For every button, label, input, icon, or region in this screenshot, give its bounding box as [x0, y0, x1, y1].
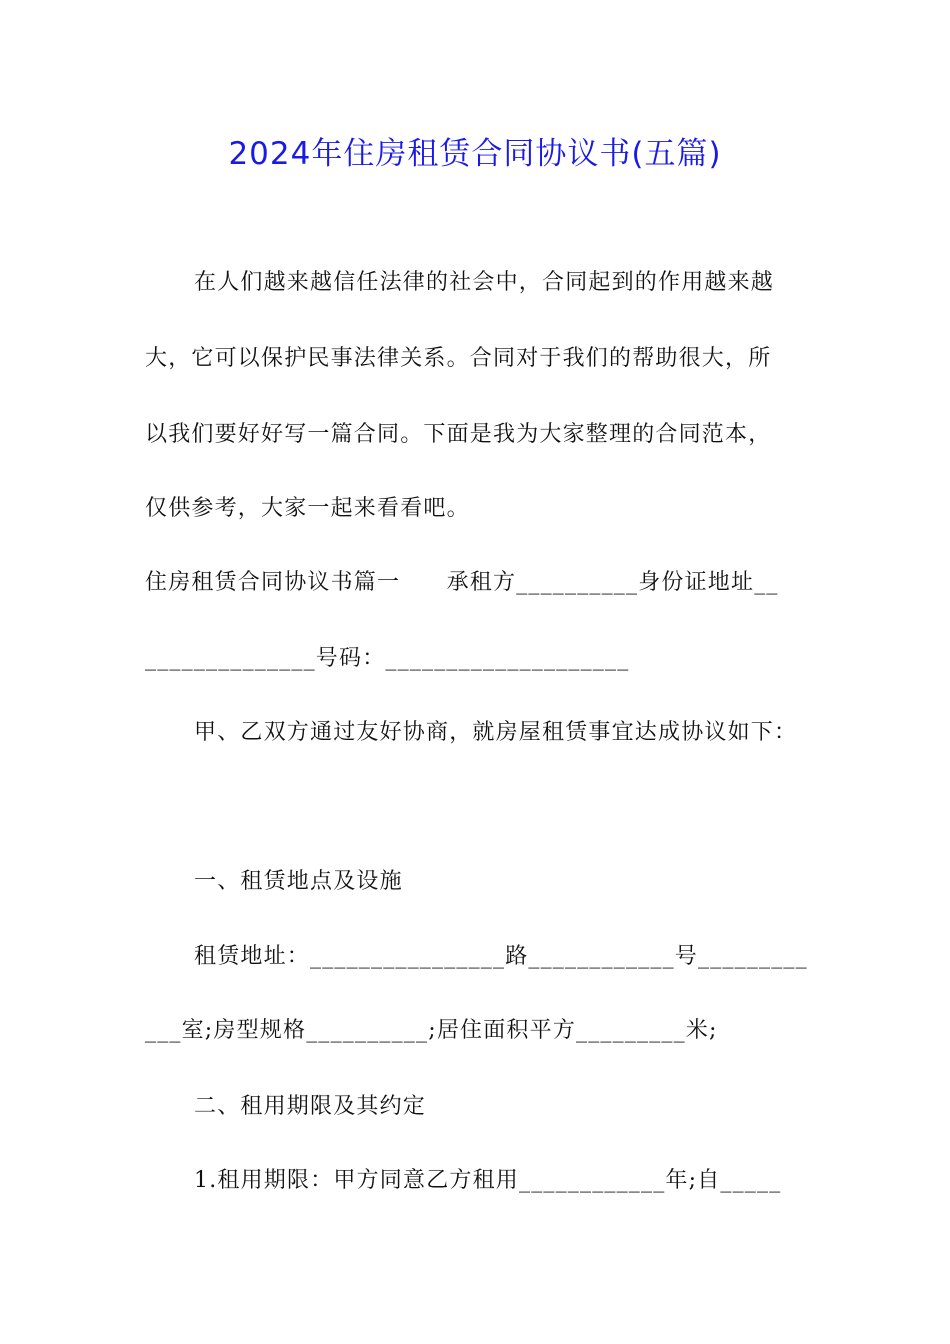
rental-term-line: 1.租用期限：甲方同意乙方租用____________年;自_____ — [194, 1168, 782, 1193]
section-heading-1: 一、租赁地点及设施 — [194, 869, 403, 894]
id-number-line: ______________号码：____________________ — [145, 646, 630, 671]
paragraph-line-3: 以我们要好好写一篇合同。下面是我为大家整理的合同范本， — [145, 422, 772, 447]
contract-heading-line: 住房租赁合同协议书篇一 承租方__________身份证地址__ — [145, 570, 779, 595]
room-spec-line: ___室;房型规格__________;居住面积平方_________米; — [145, 1018, 718, 1043]
paragraph-line-1: 在人们越来越信任法律的社会中，合同起到的作用越来越 — [194, 270, 775, 295]
document-title: 2024年住房租赁合同协议书(五篇) — [228, 136, 722, 172]
rental-address-line: 租赁地址：________________路____________号_________ — [194, 944, 808, 969]
paragraph-line-4: 仅供参考，大家一起来看看吧。 — [145, 496, 470, 521]
agreement-intro: 甲、乙双方通过友好协商，就房屋租赁事宜达成协议如下： — [194, 720, 798, 745]
paragraph-line-2: 大，它可以保护民事法律关系。合同对于我们的帮助很大，所 — [145, 346, 772, 371]
section-heading-2: 二、租用期限及其约定 — [194, 1094, 427, 1119]
